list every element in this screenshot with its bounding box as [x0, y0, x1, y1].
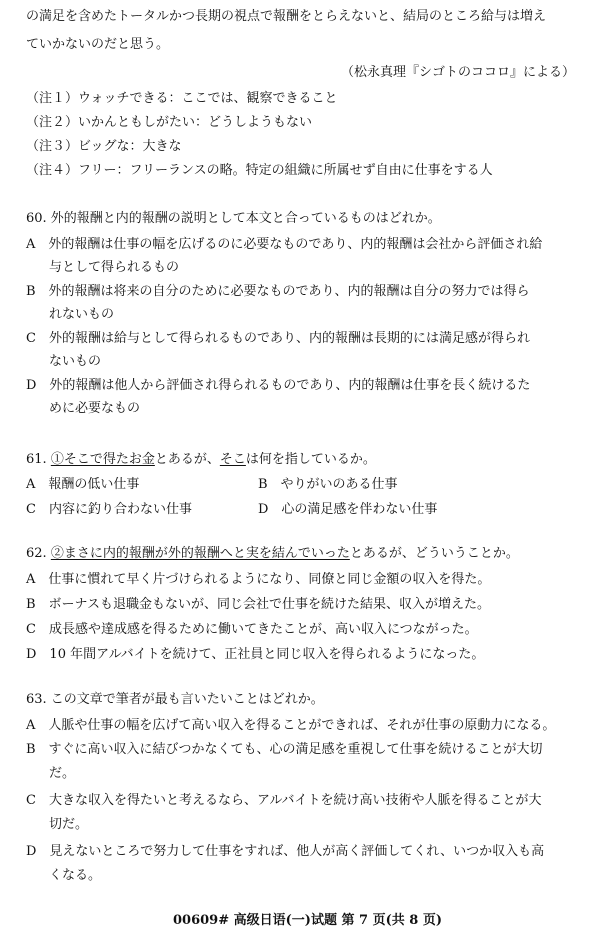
q63-option-a: A 人脈や仕事の幅を広げて高い収入を得ることができれば、それが仕事の原動力になる。	[26, 718, 556, 733]
q62-option-c: C 成長感や達成感を得るために働いてきたことが、高い収入につながった。	[26, 622, 478, 637]
passage-source: （松永真理『シゴトのココロ』による）	[340, 65, 575, 80]
q60-option-c-cont: ないもの	[49, 354, 102, 369]
q61-stem-end: は何を指しているか。	[245, 452, 376, 467]
q61-underline-target: そこ	[219, 452, 246, 467]
passage-line-2: ていかないのだと思う。	[26, 37, 170, 52]
note-4: （注４）フリー：フリーランスの略。特定の組織に所属せず自由に仕事をする人	[26, 163, 493, 178]
q60-option-a: A 外的報酬は仕事の幅を広げるのに必要なものであり、内的報酬は会社から評価され給	[26, 237, 543, 252]
q63-stem: 63. この文章で筆者が最も言いたいことはどれか。	[26, 692, 324, 707]
note-3: （注３）ビッグな：大きな	[26, 139, 182, 154]
q60-stem: 60. 外的報酬と内的報酬の説明として本文と合っているものはどれか。	[26, 211, 441, 226]
note-1: （注１）ウォッチできる：ここでは、観察できること	[26, 91, 338, 106]
q61-underline-quote: ①そこで得たお金	[50, 452, 155, 467]
q63-option-c-cont: 切だ。	[49, 817, 89, 832]
q63-option-b: B すぐに高い収入に結びつかなくても、心の満足感を重視して仕事を続けることが大切	[26, 742, 543, 757]
q61-number: 61.	[26, 452, 47, 467]
q63-option-c: C 大きな収入を得たいと考えるなら、アルバイトを続け高い技術や人脈を得ることが大	[26, 793, 542, 808]
q61-option-a: A 報酬の低い仕事	[26, 477, 140, 492]
q62-option-b: B ボーナスも退職金もないが、同じ会社で仕事を続けた結果、収入が増えた。	[26, 597, 491, 612]
q63-option-d-cont: くなる。	[49, 868, 102, 883]
q60-option-b: B 外的報酬は将来の自分のために必要なものであり、内的報酬は自分の努力では得ら	[26, 284, 530, 299]
q60-option-b-cont: れないもの	[49, 307, 115, 322]
q60-option-a-cont: 与として得られるもの	[49, 260, 180, 275]
passage-line-1: の満足を含めたトータルかつ長期の視点で報酬をとらえないと、結局のところ給与は増え	[26, 9, 547, 24]
q62-stem	[26, 545, 596, 563]
q61-stem-mid: とあるが、	[154, 452, 220, 467]
q62-number: 62.	[26, 546, 47, 561]
q62-option-a: A 仕事に慣れて早く片づけられるようになり、同僚と同じ金額の収入を得た。	[26, 572, 491, 587]
note-2: （注２）いかんともしがたい：どうしようもない	[26, 115, 313, 130]
q63-option-d: D 見えないところで努力して仕事をすれば、他人が高く評価してくれ、いつか収入も高	[26, 844, 545, 859]
page-footer: 00609# 高级日语(一)试题 第 7 页(共 8 页)	[173, 913, 442, 928]
q61-option-c: C 内容に釣り合わない仕事	[26, 502, 192, 517]
q62-underline-quote: ②まさに内的報酬が外的報酬へと実を結んでいった	[50, 546, 350, 561]
q60-option-d-cont: めに必要なもの	[49, 401, 141, 416]
q62-option-d: D 10 年間アルバイトを続けて、正社員と同じ収入を得られるようになった。	[26, 647, 485, 662]
q63-option-b-cont: だ。	[49, 766, 76, 781]
q61-option-b: B やりがいのある仕事	[258, 477, 398, 492]
q61-stem	[26, 451, 596, 469]
q61-option-d: D 心の満足感を伴わない仕事	[258, 502, 438, 517]
q60-option-c: C 外的報酬は給与として得られるものであり、内的報酬は長期的には満足感が得られ	[26, 331, 530, 346]
q60-option-d: D 外的報酬は他人から評価され得られるものであり、内的報酬は仕事を長く続けるた	[26, 378, 531, 393]
q62-stem-end: とあるが、どういうことか。	[349, 546, 519, 561]
